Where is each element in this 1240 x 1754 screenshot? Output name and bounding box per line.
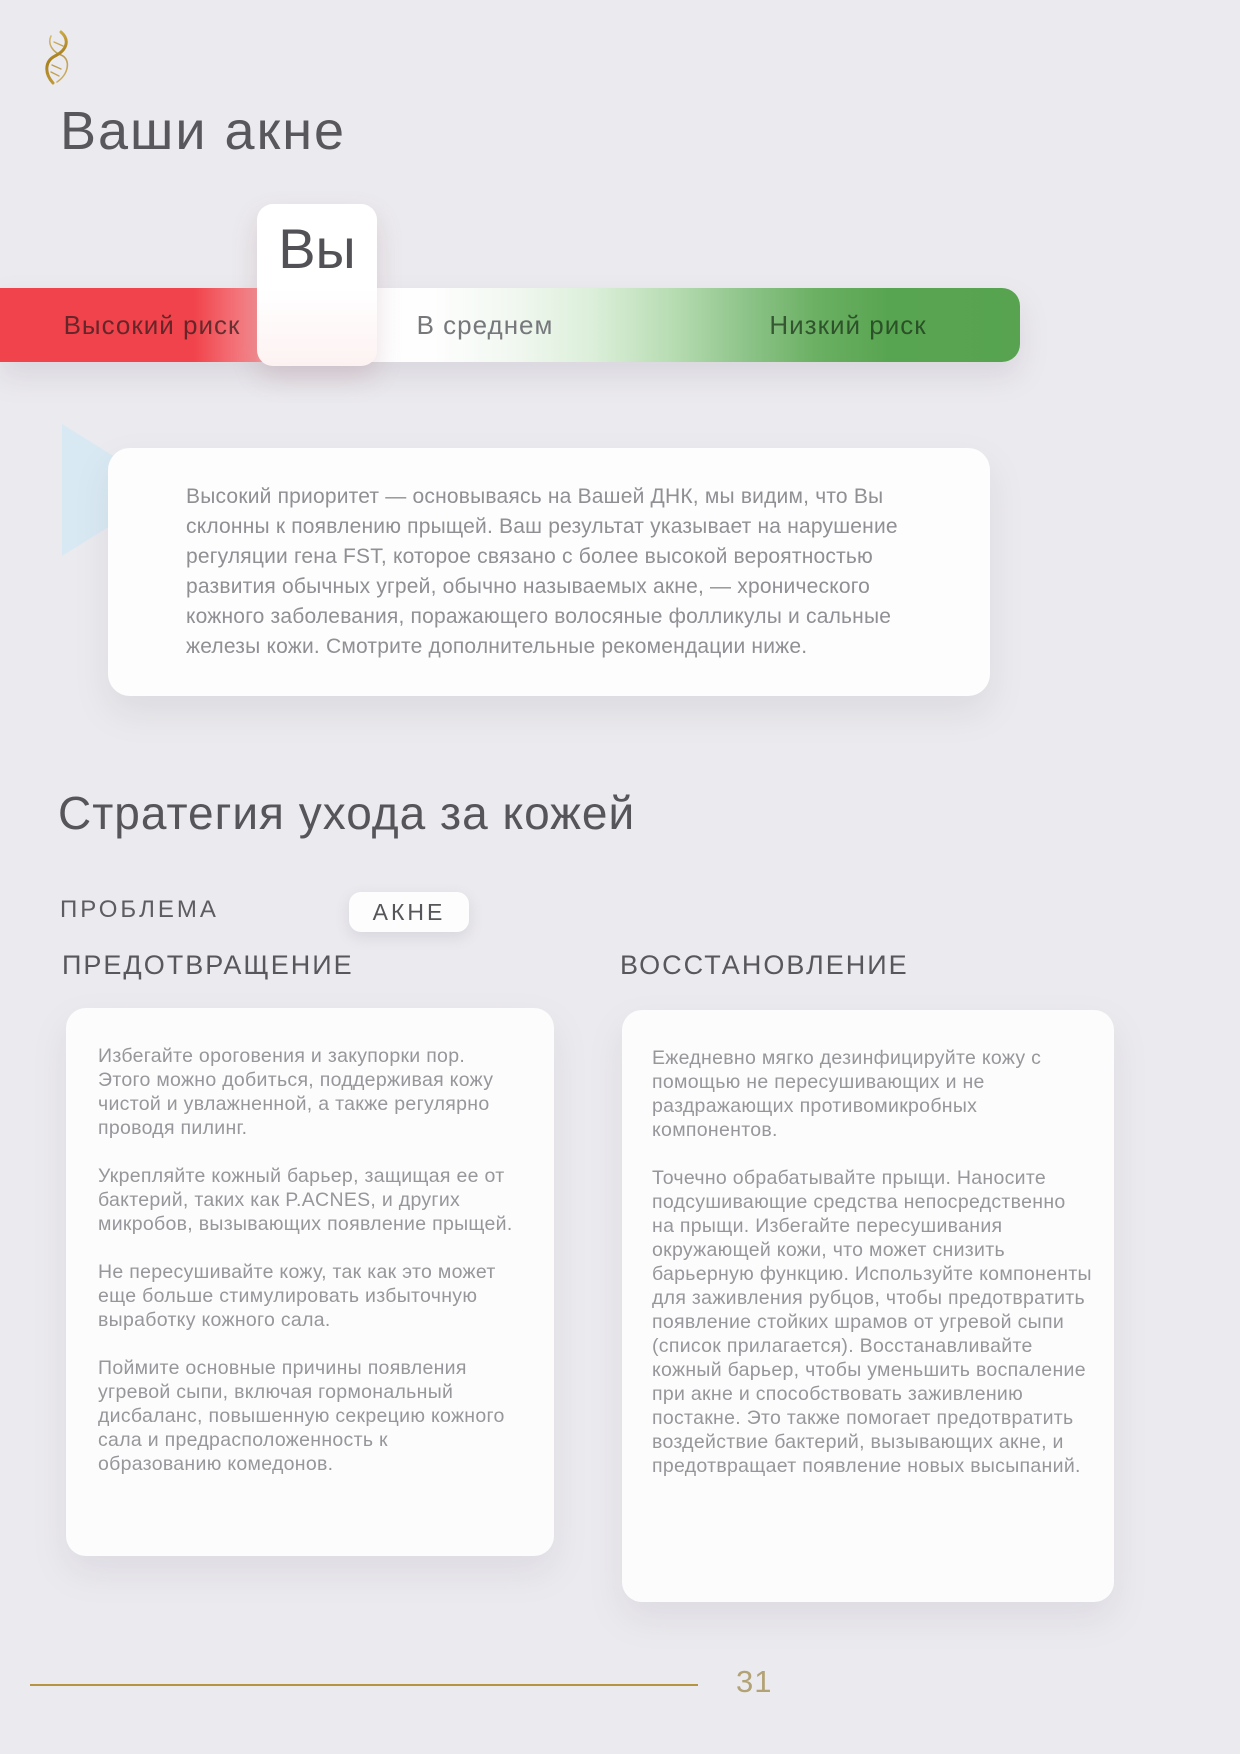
risk-label-high: Высокий риск [63, 309, 241, 340]
prevention-paragraph: Укрепляйте кожный барьер, защищая ее от бактерий, таких как P.ACNES, и других микробов, вызывающих появление прыщей. [98, 1165, 513, 1235]
page-number: 31 [736, 1664, 773, 1699]
recovery-card [622, 1010, 1114, 1602]
prevention-card-text [98, 1044, 516, 1500]
page-title: Ваши акне [60, 101, 347, 161]
prevention-paragraph: Избегайте ороговения и закупорки пор. Этого можно добиться, поддерживая кожу чистой и увлажненной, а также регулярно проводя пилинг. [98, 1045, 494, 1139]
prevention-paragraph: Поймите основные причины появления угревой сыпи, включая гормональный дисбаланс, повышенную секрецию кожного сала и предрасположенность к образованию комедонов. [98, 1357, 505, 1475]
recovery-card-text [652, 1046, 1092, 1502]
footer-divider [30, 1684, 698, 1686]
prevention-paragraph: Не пересушивайте кожу, так как это может еще больше стимулировать избыточную выработку кожного сала. [98, 1261, 496, 1331]
you-position-marker [257, 204, 377, 366]
you-marker-label: Вы [278, 217, 356, 280]
section-title: Стратегия ухода за кожей [58, 787, 636, 839]
prevention-card [66, 1008, 554, 1556]
column-header-prevention: ПРЕДОТВРАЩЕНИЕ [62, 950, 354, 980]
recovery-paragraph: Точечно обрабатывайте прыщи. Наносите подсушивающие средства непосредственно на прыщи. Избегайте пересушивания окружающей кожи, что может снизить барьерную функцию. Используйте компоненты для заживления рубцов, чтобы предотвратить появление стойких шрамов от угревой сыпи (список прилагается). Восстанавливайте кожный барьер, чтобы уменьшить воспаление при акне и способствовать заживлению постакне. Это также помогает предотвратить воздействие бактерий, вызывающих акне, и предотвращает появление новых высыпаний. [652, 1167, 1092, 1477]
callout-card [108, 448, 990, 696]
risk-label-low: Низкий риск [769, 309, 927, 340]
recovery-paragraph: Ежедневно мягко дезинфицируйте кожу с помощью не пересушивающих и не раздражающих противомикробных компонентов. [652, 1047, 1042, 1141]
dna-logo-icon [44, 30, 70, 86]
problem-value-badge: АКНЕ [349, 892, 469, 932]
problem-label: ПРОБЛЕМА [60, 896, 219, 923]
risk-label-average: В среднем [416, 309, 554, 340]
risk-gradient-bar [0, 288, 1020, 362]
callout-text: Высокий приоритет — основываясь на Вашей ДНК, мы видим, что Вы склонны к появлению прыщей. Ваш результат указывает на нарушение регуляции гена FST, которое связано с более высокой вероятностью развития обычных угрей, обычно называемых акне, — хронического кожного заболевания, поражающего волосяные фолликулы и сальные железы кожи. Смотрите дополнительные рекомендации ниже. [186, 485, 898, 658]
column-header-recovery: ВОССТАНОВЛЕНИЕ [620, 950, 909, 980]
